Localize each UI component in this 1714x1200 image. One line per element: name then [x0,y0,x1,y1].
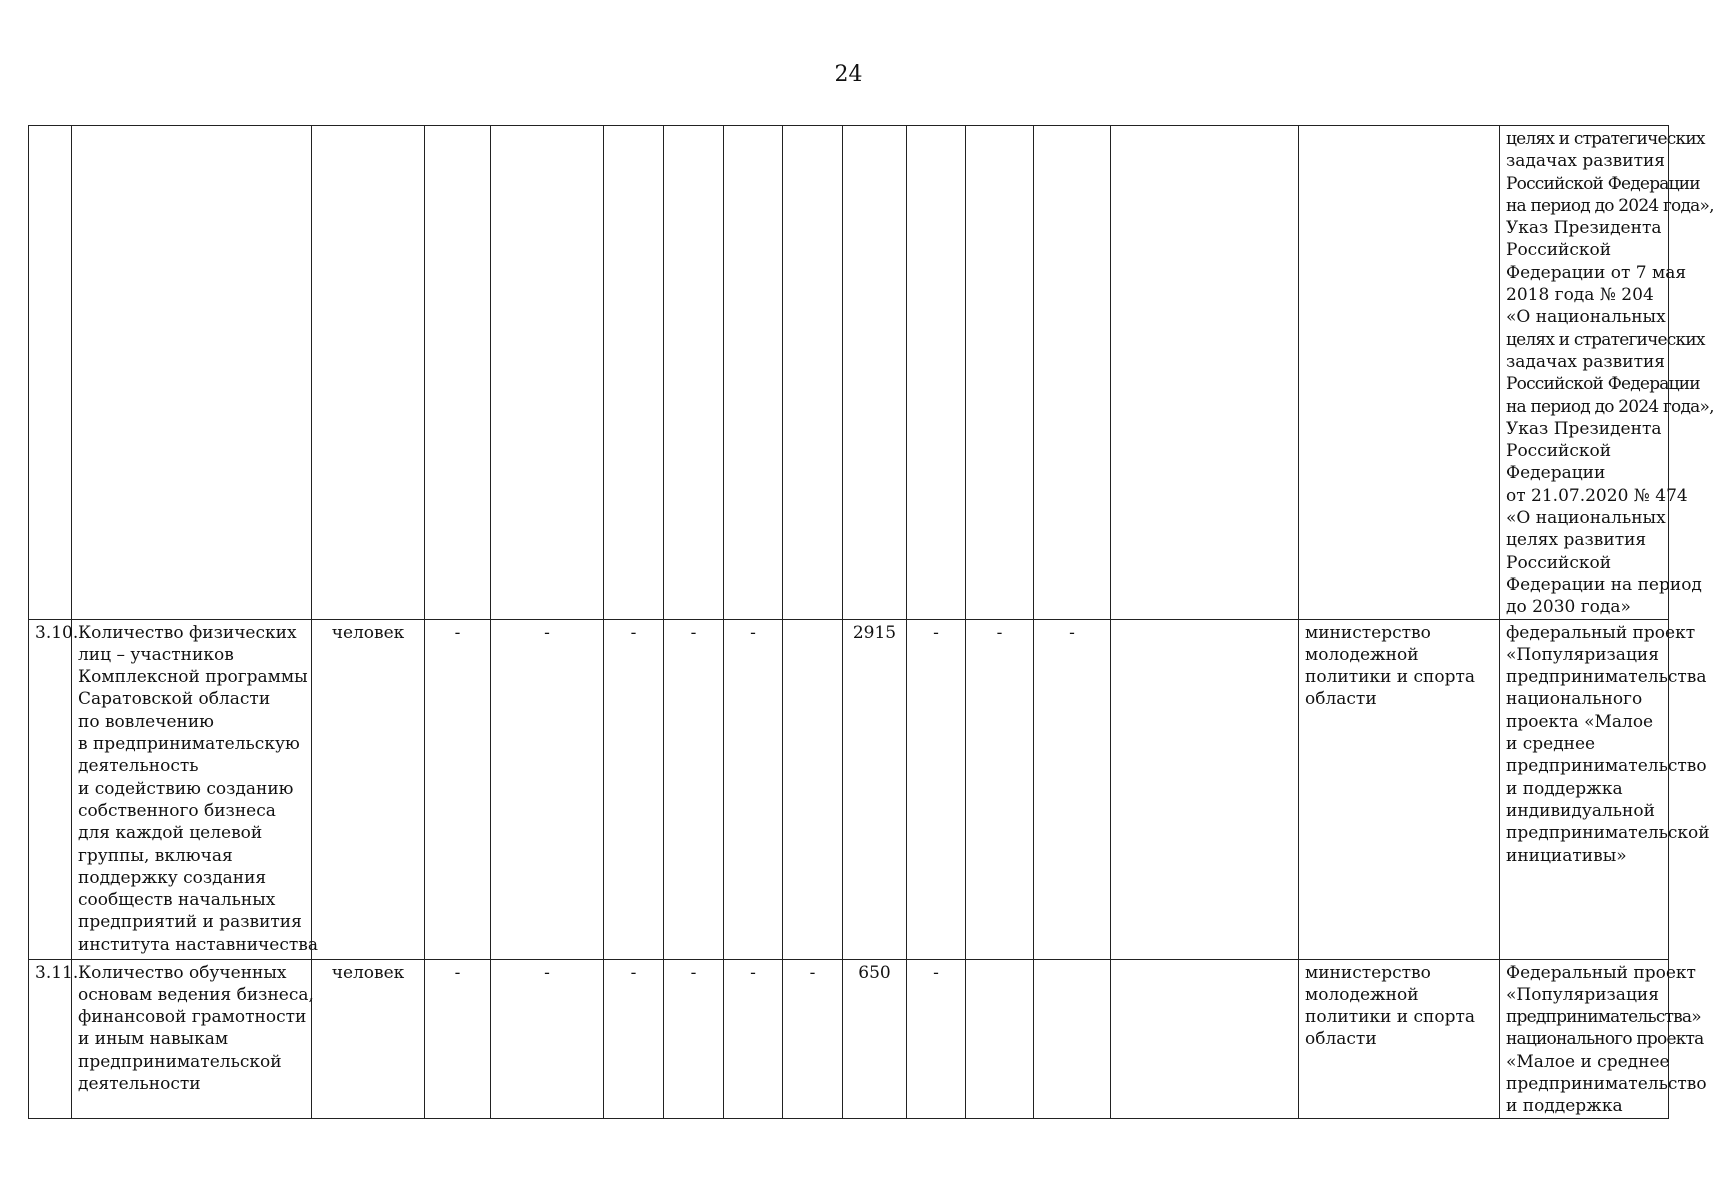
cell-line: на период до 2024 года», [1506,195,1714,216]
value-cell: 650 [843,959,907,1118]
value-cell: - [724,619,783,959]
cell-line: и иным навыкам [78,1029,229,1050]
cell-line: основам ведения бизнеса, [78,984,314,1005]
cell-line: по вовлечению [78,711,214,732]
cell-line: Федерации на период [1506,574,1702,595]
cell-line: проекта «Малое [1506,711,1654,732]
page-number: 24 [834,62,863,87]
table-row [29,619,1669,959]
indicator-name-cell [72,959,312,1118]
cell-line: «Популяризация [1506,644,1659,665]
cell-line: национального проекта [1506,1029,1704,1050]
cell-line: Российской Федерации [1506,374,1700,395]
value-cell: - [664,619,724,959]
cell-line: в предпринимательскую [78,734,300,755]
value-cell: - [425,619,491,959]
indicators-table [28,125,1714,1119]
value-cell [604,126,664,620]
cell-line: политики и спорта [1305,667,1476,688]
cell-line: Комплексной программы [78,667,308,688]
value-cell: - [907,959,966,1118]
cell-line: целях и стратегических [1506,329,1705,350]
value-cell [425,126,491,620]
row-number-cell: 3.11. [29,959,72,1118]
cell-line: Федерации [1506,463,1606,484]
cell-line: инициативы» [1506,845,1627,866]
table-row [29,959,1669,1118]
cell-line: области [1305,689,1377,710]
cell-line: 2018 года № 204 [1506,285,1654,306]
cell-line: политики и спорта [1305,1007,1476,1028]
cell-line: финансовой грамотности [78,1007,307,1028]
cell-line: Указ Президента [1506,218,1662,239]
value-cell: - [724,959,783,1118]
row-number-cell [29,126,72,620]
cell-line: задачах развития [1506,351,1666,372]
unit-cell: человек [312,959,425,1118]
value-cell: - [604,619,664,959]
table-row [29,126,1669,620]
cell-line: национального [1506,689,1643,710]
unit-cell: человек [312,619,425,959]
value-cell [783,619,843,959]
indicator-name-cell [72,619,318,959]
cell-line: области [1305,1029,1377,1050]
cell-line: деятельности [78,1074,201,1095]
value-cell: - [604,959,664,1118]
value-cell: 2915 [843,619,907,959]
cell-line: от 21.07.2020 № 474 [1506,485,1688,506]
cell-line: и поддержка [1506,1096,1623,1117]
cell-line: целях и стратегических [1506,129,1705,149]
cell-line: Российской Федерации [1506,173,1700,194]
indicator-name-cell [72,126,312,620]
cell-line: Саратовской области [78,689,271,710]
cell-line: лиц – участников [78,644,234,665]
cell-line: предпринимательства» [1506,1007,1701,1028]
executor-cell [1299,959,1500,1118]
cell-line: собственного бизнеса [78,800,276,821]
executor-cell [1299,126,1500,620]
cell-line: и среднее [1506,734,1596,755]
value-cell [724,126,783,620]
cell-line: Федеральный проект [1506,962,1696,983]
cell-line: федеральный проект [1506,622,1696,643]
value-cell [1034,126,1111,620]
cell-line: поддержку создания [78,867,267,888]
cell-line: молодежной [1305,644,1419,665]
value-cell: - [491,959,604,1118]
value-cell [1034,959,1111,1118]
value-cell: - [664,959,724,1118]
cell-line: предпринимательской [78,1051,282,1072]
unit-cell [312,126,425,620]
cell-line: целях развития [1506,530,1647,551]
cell-line: «Малое и среднее [1506,1051,1670,1072]
cell-line: «О национальных [1506,307,1666,328]
cell-line: Российской [1506,552,1612,573]
value-cell: - [425,959,491,1118]
value-cell [1111,959,1299,1118]
value-cell: - [1034,619,1111,959]
cell-line: Количество обученных [78,962,287,983]
cell-line: и поддержка [1506,778,1623,799]
value-cell [966,126,1034,620]
cell-line: Российской [1506,441,1612,462]
value-cell [843,126,907,620]
cell-line: задачах развития [1506,151,1666,172]
cell-line: группы, включая [78,845,233,866]
cell-line: индивидуальной [1506,800,1655,821]
cell-line: предпринимательство [1506,756,1707,777]
cell-line: предпринимательства [1506,667,1707,688]
value-cell [1111,619,1299,959]
cell-line: предпринимательской [1506,823,1710,844]
cell-line: для каждой целевой [78,823,263,844]
cell-line: сообществ начальных [78,890,276,911]
cell-line: предпринимательство [1506,1074,1707,1095]
value-cell [664,126,724,620]
executor-cell [1299,619,1500,959]
value-cell [966,959,1034,1118]
value-cell: - [491,619,604,959]
cell-line: министерство [1305,622,1431,643]
cell-line: предприятий и развития [78,912,302,933]
cell-line: и содействию созданию [78,778,294,799]
basis-cell [1500,619,1710,959]
value-cell [783,126,843,620]
basis-cell [1500,959,1707,1118]
cell-line: министерство [1305,962,1431,983]
value-cell [1111,126,1299,620]
value-cell: - [783,959,843,1118]
cell-line: Федерации от 7 мая [1506,262,1687,283]
cell-line: до 2030 года» [1506,597,1631,618]
value-cell [491,126,604,620]
basis-cell [1500,126,1714,620]
cell-line: института наставничества [78,934,318,955]
value-cell [907,126,966,620]
value-cell: - [907,619,966,959]
cell-line: молодежной [1305,984,1419,1005]
row-number-cell: 3.10. [29,619,72,959]
cell-line: Указ Президента [1506,418,1662,439]
cell-line: на период до 2024 года», [1506,396,1714,417]
cell-line: «О национальных [1506,508,1666,529]
cell-line: деятельность [78,756,199,777]
cell-line: Российской [1506,240,1612,261]
cell-line: Количество физических [78,622,297,643]
cell-line: «Популяризация [1506,984,1659,1005]
value-cell: - [966,619,1034,959]
